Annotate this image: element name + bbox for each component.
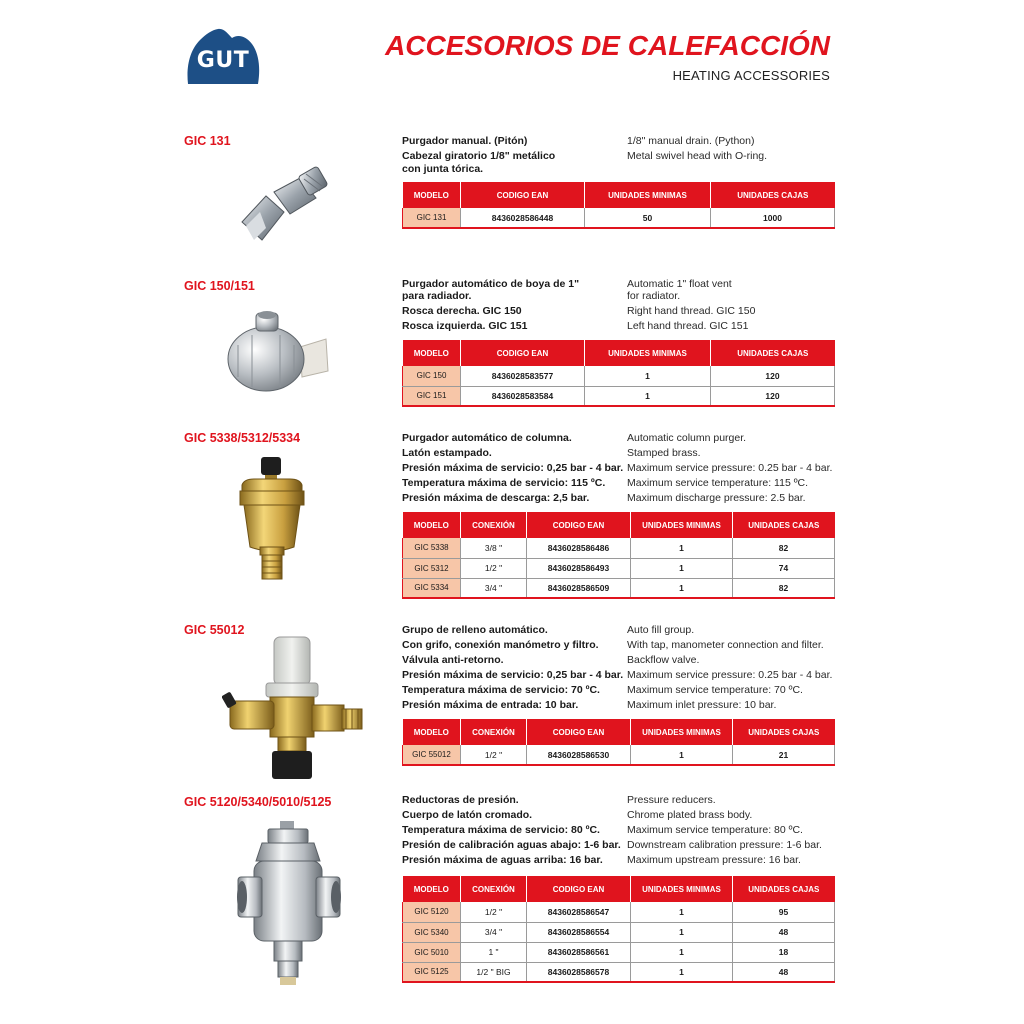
- desc-line: Maximum inlet pressure: 10 bar.: [627, 699, 777, 711]
- table-row: [403, 942, 835, 962]
- table-row: [403, 386, 835, 406]
- description-english: [627, 623, 832, 713]
- connection-cell: 3/4 ": [461, 922, 527, 942]
- box-units-cell: 82: [733, 538, 835, 558]
- desc-line: Grupo de relleno automático.: [402, 624, 548, 636]
- desc-line: Presión de calibración aguas abajo: 1-6 bar.: [402, 839, 621, 851]
- desc-line: Metal swivel head with O-ring.: [627, 150, 768, 162]
- model-cell: GIC 131: [403, 208, 461, 228]
- description-english: [627, 793, 822, 868]
- min-units-cell: 1: [631, 578, 733, 598]
- desc-line: Maximum service temperature: 70 ºC.: [627, 684, 803, 696]
- column-header: MODELO: [403, 182, 461, 208]
- page-subtitle: HEATING ACCESSORIES: [672, 68, 830, 83]
- desc-line: Maximum discharge pressure: 2.5 bar.: [627, 492, 806, 504]
- desc-line: Backflow valve.: [627, 654, 700, 666]
- ean-cell: 8436028586530: [527, 745, 631, 765]
- desc-line: Automatic column purger.: [627, 432, 747, 444]
- min-units-cell: 1: [631, 558, 733, 578]
- desc-line: Presión máxima de servicio: 0,25 bar - 4 bar.: [402, 669, 624, 681]
- desc-line: Downstream calibration pressure: 1-6 bar.: [627, 839, 822, 851]
- table-row: [403, 745, 835, 765]
- desc-line: Purgador automático de columna.: [402, 432, 572, 444]
- column-header: UNIDADES CAJAS: [711, 340, 835, 366]
- desc-line: Cuerpo de latón cromado.: [402, 809, 533, 821]
- page-title: ACCESORIOS DE CALEFACCIÓN: [385, 30, 830, 61]
- min-units-cell: 50: [585, 208, 711, 228]
- brand-logo: [184, 26, 262, 88]
- column-header: UNIDADES MINIMAS: [631, 719, 733, 745]
- column-header: MODELO: [403, 876, 461, 902]
- desc-line: Chrome plated brass body.: [627, 809, 753, 821]
- product-code: GIC 150/151: [184, 279, 255, 293]
- min-units-cell: 1: [631, 538, 733, 558]
- desc-line: con junta tórica.: [402, 163, 484, 175]
- box-units-cell: 120: [711, 366, 835, 386]
- table-row: [403, 962, 835, 982]
- desc-line: Purgador automático de boya de 1": [402, 278, 580, 290]
- desc-line: Temperatura máxima de servicio: 70 ºC.: [402, 684, 600, 696]
- desc-line: 1/8" manual drain. (Python): [627, 135, 755, 147]
- box-units-cell: 95: [733, 902, 835, 922]
- column-header: MODELO: [403, 512, 461, 538]
- connection-cell: 3/4 ": [461, 578, 527, 598]
- desc-line: Presión máxima de servicio: 0,25 bar - 4 bar.: [402, 462, 624, 474]
- product-code: GIC 55012: [184, 623, 245, 637]
- ean-cell: 8436028586547: [527, 902, 631, 922]
- column-header: CONEXIÓN: [461, 512, 527, 538]
- desc-line: Latón estampado.: [402, 447, 492, 459]
- desc-line: Reductoras de presión.: [402, 794, 519, 806]
- desc-line: Rosca izquierda. GIC 151: [402, 320, 528, 332]
- spec-table: [402, 182, 835, 229]
- column-header: CODIGO EAN: [461, 340, 585, 366]
- desc-line: para radiador.: [402, 290, 472, 302]
- desc-line: Válvula anti-retorno.: [402, 654, 504, 666]
- connection-cell: 1/2 ": [461, 902, 527, 922]
- desc-line: Maximum upstream pressure: 16 bar.: [627, 854, 801, 866]
- column-header: CODIGO EAN: [527, 876, 631, 902]
- column-header: CODIGO EAN: [527, 719, 631, 745]
- model-cell: GIC 5340: [403, 922, 461, 942]
- desc-line: Maximum service pressure: 0.25 bar - 4 bar.: [627, 462, 833, 474]
- desc-line: Purgador manual. (Pitón): [402, 135, 528, 147]
- column-header: UNIDADES CAJAS: [733, 719, 835, 745]
- product-code: GIC 5120/5340/5010/5125: [184, 795, 332, 809]
- model-cell: GIC 5125: [403, 962, 461, 982]
- product-code: GIC 131: [184, 134, 231, 148]
- column-header: CONEXIÓN: [461, 719, 527, 745]
- table-row: [403, 208, 835, 228]
- table-row: [403, 578, 835, 598]
- desc-line: Presión máxima de entrada: 10 bar.: [402, 699, 579, 711]
- column-header: UNIDADES CAJAS: [711, 182, 835, 208]
- connection-cell: 1/2 " BIG: [461, 962, 527, 982]
- model-cell: GIC 5120: [403, 902, 461, 922]
- model-cell: GIC 5312: [403, 558, 461, 578]
- desc-line: Automatic 1" float vent: [627, 278, 732, 290]
- box-units-cell: 120: [711, 386, 835, 406]
- ean-cell: 8436028586578: [527, 962, 631, 982]
- column-header: CODIGO EAN: [461, 182, 585, 208]
- box-units-cell: 82: [733, 578, 835, 598]
- desc-line: Temperatura máxima de servicio: 80 ºC.: [402, 824, 600, 836]
- desc-line: Cabezal giratorio 1/8" metálico: [402, 150, 556, 162]
- min-units-cell: 1: [631, 942, 733, 962]
- desc-line: Left hand thread. GIC 151: [627, 320, 749, 332]
- desc-line: Right hand thread. GIC 150: [627, 305, 756, 317]
- connection-cell: 1/2 ": [461, 745, 527, 765]
- model-cell: GIC 5334: [403, 578, 461, 598]
- ean-cell: 8436028583577: [461, 366, 585, 386]
- column-header: UNIDADES MINIMAS: [631, 512, 733, 538]
- model-cell: GIC 55012: [403, 745, 461, 765]
- model-cell: GIC 5010: [403, 942, 461, 962]
- connection-cell: 3/8 ": [461, 538, 527, 558]
- column-header: CODIGO EAN: [527, 512, 631, 538]
- table-row: [403, 902, 835, 922]
- column-header: MODELO: [403, 340, 461, 366]
- description-spanish: [402, 279, 579, 334]
- desc-line: Auto fill group.: [627, 624, 695, 636]
- min-units-cell: 1: [631, 962, 733, 982]
- min-units-cell: 1: [631, 745, 733, 765]
- column-header: UNIDADES MINIMAS: [631, 876, 733, 902]
- spec-table: [402, 512, 835, 599]
- description-spanish: [402, 623, 623, 713]
- desc-line: Con grifo, conexión manómetro y filtro.: [402, 639, 599, 651]
- ean-cell: 8436028586448: [461, 208, 585, 228]
- desc-line: Rosca derecha. GIC 150: [402, 305, 522, 317]
- min-units-cell: 1: [631, 922, 733, 942]
- spec-table: [402, 719, 835, 766]
- ean-cell: 8436028586509: [527, 578, 631, 598]
- desc-line: Stamped brass.: [627, 447, 701, 459]
- desc-line: Presión máxima de descarga: 2,5 bar.: [402, 492, 590, 504]
- float-vent-valve-photo: [218, 305, 338, 405]
- min-units-cell: 1: [585, 366, 711, 386]
- ean-cell: 8436028586493: [527, 558, 631, 578]
- box-units-cell: 48: [733, 922, 835, 942]
- description-english: [627, 279, 755, 334]
- column-header: CONEXIÓN: [461, 876, 527, 902]
- description-english: [627, 431, 832, 506]
- connection-cell: 1 ": [461, 942, 527, 962]
- box-units-cell: 48: [733, 962, 835, 982]
- column-header: UNIDADES CAJAS: [733, 876, 835, 902]
- pressure-reducer-photo: [234, 821, 344, 991]
- connection-cell: 1/2 ": [461, 558, 527, 578]
- desc-line: With tap, manometer connection and filter.: [627, 639, 824, 651]
- desc-line: Maximum service temperature: 80 ºC.: [627, 824, 803, 836]
- description-spanish: [402, 793, 621, 868]
- ean-cell: 8436028586561: [527, 942, 631, 962]
- model-cell: GIC 5338: [403, 538, 461, 558]
- product-code: GIC 5338/5312/5334: [184, 431, 301, 445]
- description-spanish: [402, 134, 555, 174]
- ean-cell: 8436028586486: [527, 538, 631, 558]
- min-units-cell: 1: [585, 386, 711, 406]
- table-row: [403, 538, 835, 558]
- logo-text: GUT: [196, 48, 250, 73]
- box-units-cell: 74: [733, 558, 835, 578]
- box-units-cell: 1000: [711, 208, 835, 228]
- column-header: UNIDADES CAJAS: [733, 512, 835, 538]
- table-row: [403, 558, 835, 578]
- manual-drain-valve-photo: [226, 166, 336, 261]
- column-header: UNIDADES MINIMAS: [585, 340, 711, 366]
- description-spanish: [402, 431, 623, 506]
- description-english: [627, 134, 767, 164]
- table-row: [403, 922, 835, 942]
- box-units-cell: 18: [733, 942, 835, 962]
- desc-line: Temperatura máxima de servicio: 115 ºC.: [402, 477, 606, 489]
- spec-table: [402, 876, 835, 983]
- min-units-cell: 1: [631, 902, 733, 922]
- ean-cell: 8436028583584: [461, 386, 585, 406]
- desc-line: for radiator.: [627, 290, 681, 302]
- box-units-cell: 21: [733, 745, 835, 765]
- model-cell: GIC 150: [403, 366, 461, 386]
- column-header: UNIDADES MINIMAS: [585, 182, 711, 208]
- desc-line: Presión máxima de aguas arriba: 16 bar.: [402, 854, 603, 866]
- column-header: MODELO: [403, 719, 461, 745]
- spec-table: [402, 340, 835, 407]
- desc-line: Maximum service temperature: 115 ºC.: [627, 477, 809, 489]
- ean-cell: 8436028586554: [527, 922, 631, 942]
- auto-fill-group-photo: [222, 633, 368, 788]
- table-row: [403, 366, 835, 386]
- column-purger-photo: [234, 455, 314, 588]
- model-cell: GIC 151: [403, 386, 461, 406]
- desc-line: Pressure reducers.: [627, 794, 716, 806]
- desc-line: Maximum service pressure: 0.25 bar - 4 bar.: [627, 669, 833, 681]
